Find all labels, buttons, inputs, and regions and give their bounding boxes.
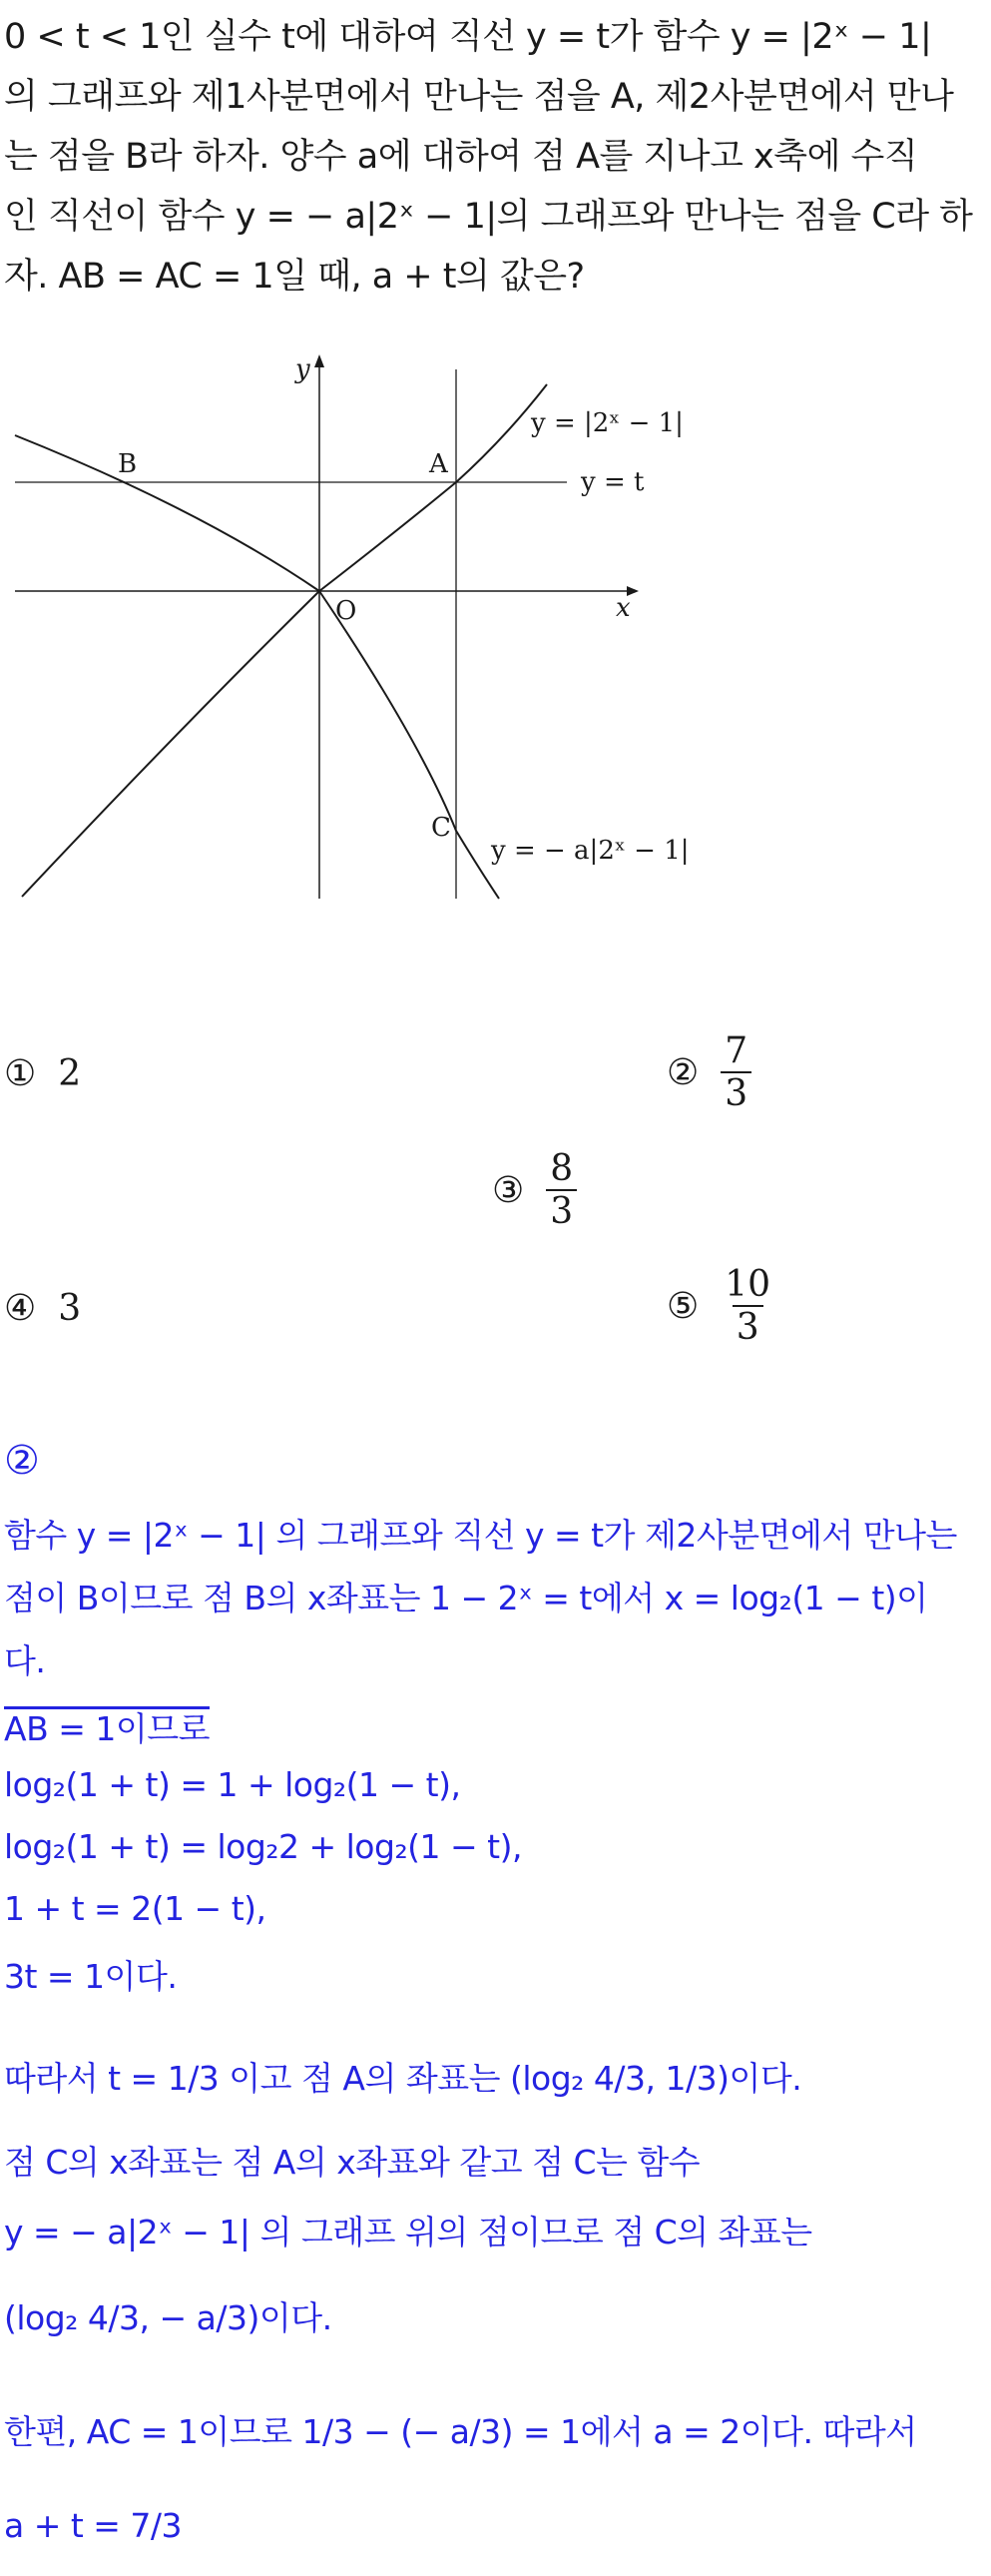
solution-answer: ② bbox=[4, 1438, 40, 1484]
choice-2-numerator: 7 bbox=[725, 1030, 748, 1071]
problem-line-5: 자. AB = AC = 1일 때, a + t의 값은? bbox=[4, 257, 585, 297]
problem-line-4: 인 직선이 함수 y = − a|2ˣ − 1|의 그래프와 만나는 점을 C라 하 bbox=[4, 197, 973, 237]
point-c-label: C bbox=[431, 813, 451, 843]
choice-5[interactable] bbox=[667, 1264, 774, 1348]
choice-1-number: ① bbox=[4, 1053, 37, 1094]
solution-line-1: 함수 y = |2ˣ − 1| 의 그래프와 직선 y = t가 제2사분면에서 만나는 bbox=[4, 1516, 957, 1555]
choice-4-number: ④ bbox=[4, 1288, 37, 1329]
solution-line-8: 3t = 1이다. bbox=[4, 1957, 178, 1996]
curve-abs-right bbox=[319, 384, 547, 591]
choice-2-denominator: 3 bbox=[721, 1071, 751, 1114]
curve-neg-right bbox=[319, 591, 499, 899]
choice-5-denominator: 3 bbox=[733, 1305, 763, 1348]
solution-line-3: 다. bbox=[4, 1641, 46, 1680]
x-axis-label: x bbox=[616, 593, 631, 623]
choice-5-fraction bbox=[721, 1264, 774, 1348]
point-a-label: A bbox=[429, 449, 448, 479]
curve-neg-left bbox=[22, 591, 319, 897]
solution-line-6: log₂(1 + t) = log₂2 + log₂(1 − t), bbox=[4, 1827, 522, 1866]
solution-line-13: 한편, AC = 1이므로 1/3 − (− a/3) = 1에서 a = 2이다. 따라서 bbox=[4, 2412, 917, 2451]
choice-2[interactable] bbox=[667, 1030, 751, 1114]
choice-3[interactable] bbox=[492, 1148, 577, 1232]
problem-line-1: 0 < t < 1인 실수 t에 대하여 직선 y = t가 함수 y = |2ˣ − 1| bbox=[4, 17, 932, 57]
choice-3-number: ③ bbox=[492, 1169, 525, 1211]
choice-3-denominator: 3 bbox=[546, 1189, 577, 1232]
line-label: y = t bbox=[581, 467, 645, 497]
solution-line-5: log₂(1 + t) = 1 + log₂(1 − t), bbox=[4, 1765, 461, 1804]
y-axis-label: y bbox=[295, 354, 310, 384]
choice-2-number: ② bbox=[667, 1051, 700, 1093]
problem-line-2: 의 그래프와 제1사분면에서 만나는 점을 A, 제2사분면에서 만나 bbox=[4, 77, 954, 117]
curve-bottom-label: y = − a|2ˣ − 1| bbox=[491, 836, 690, 866]
choice-1[interactable] bbox=[4, 1053, 81, 1094]
solution-line-2: 점이 B이므로 점 B의 x좌표는 1 − 2ˣ = t에서 x = log₂(1 − t)이 bbox=[4, 1579, 928, 1617]
curve-top-label: y = |2ˣ − 1| bbox=[531, 408, 684, 438]
choice-4[interactable] bbox=[4, 1288, 81, 1329]
problem-line-3: 는 점을 B라 하자. 양수 a에 대하여 점 A를 지나고 x축에 수직 bbox=[4, 137, 918, 177]
choice-1-value: 2 bbox=[58, 1053, 82, 1094]
choice-5-numerator: 10 bbox=[725, 1264, 771, 1305]
solution-line-10: 점 C의 x좌표는 점 A의 x좌표와 같고 점 C는 함수 bbox=[4, 2143, 701, 2182]
solution-line-7: 1 + t = 2(1 − t), bbox=[4, 1889, 266, 1928]
graph-figure bbox=[0, 349, 699, 909]
choice-5-number: ⑤ bbox=[667, 1285, 700, 1327]
curve-abs-left bbox=[15, 435, 319, 591]
solution-line-9: 따라서 t = 1/3 이고 점 A의 좌표는 (log₂ 4/3, 1/3)이다. bbox=[4, 2059, 802, 2098]
solution-line-4: AB = 1이므로 bbox=[4, 1709, 210, 1748]
solution-line-11: y = − a|2ˣ − 1| 의 그래프 위의 점이므로 점 C의 좌표는 bbox=[4, 2213, 812, 2252]
y-axis-arrow bbox=[314, 354, 324, 367]
choice-4-value: 3 bbox=[58, 1288, 82, 1329]
solution-line-12: (log₂ 4/3, − a/3)이다. bbox=[4, 2298, 332, 2337]
choice-3-fraction bbox=[546, 1148, 577, 1232]
choice-3-numerator: 8 bbox=[550, 1148, 574, 1189]
origin-label: O bbox=[335, 596, 357, 626]
point-b-label: B bbox=[118, 449, 138, 479]
choice-2-fraction bbox=[721, 1030, 751, 1114]
solution-line-14: a + t = 7/3 bbox=[4, 2506, 183, 2545]
